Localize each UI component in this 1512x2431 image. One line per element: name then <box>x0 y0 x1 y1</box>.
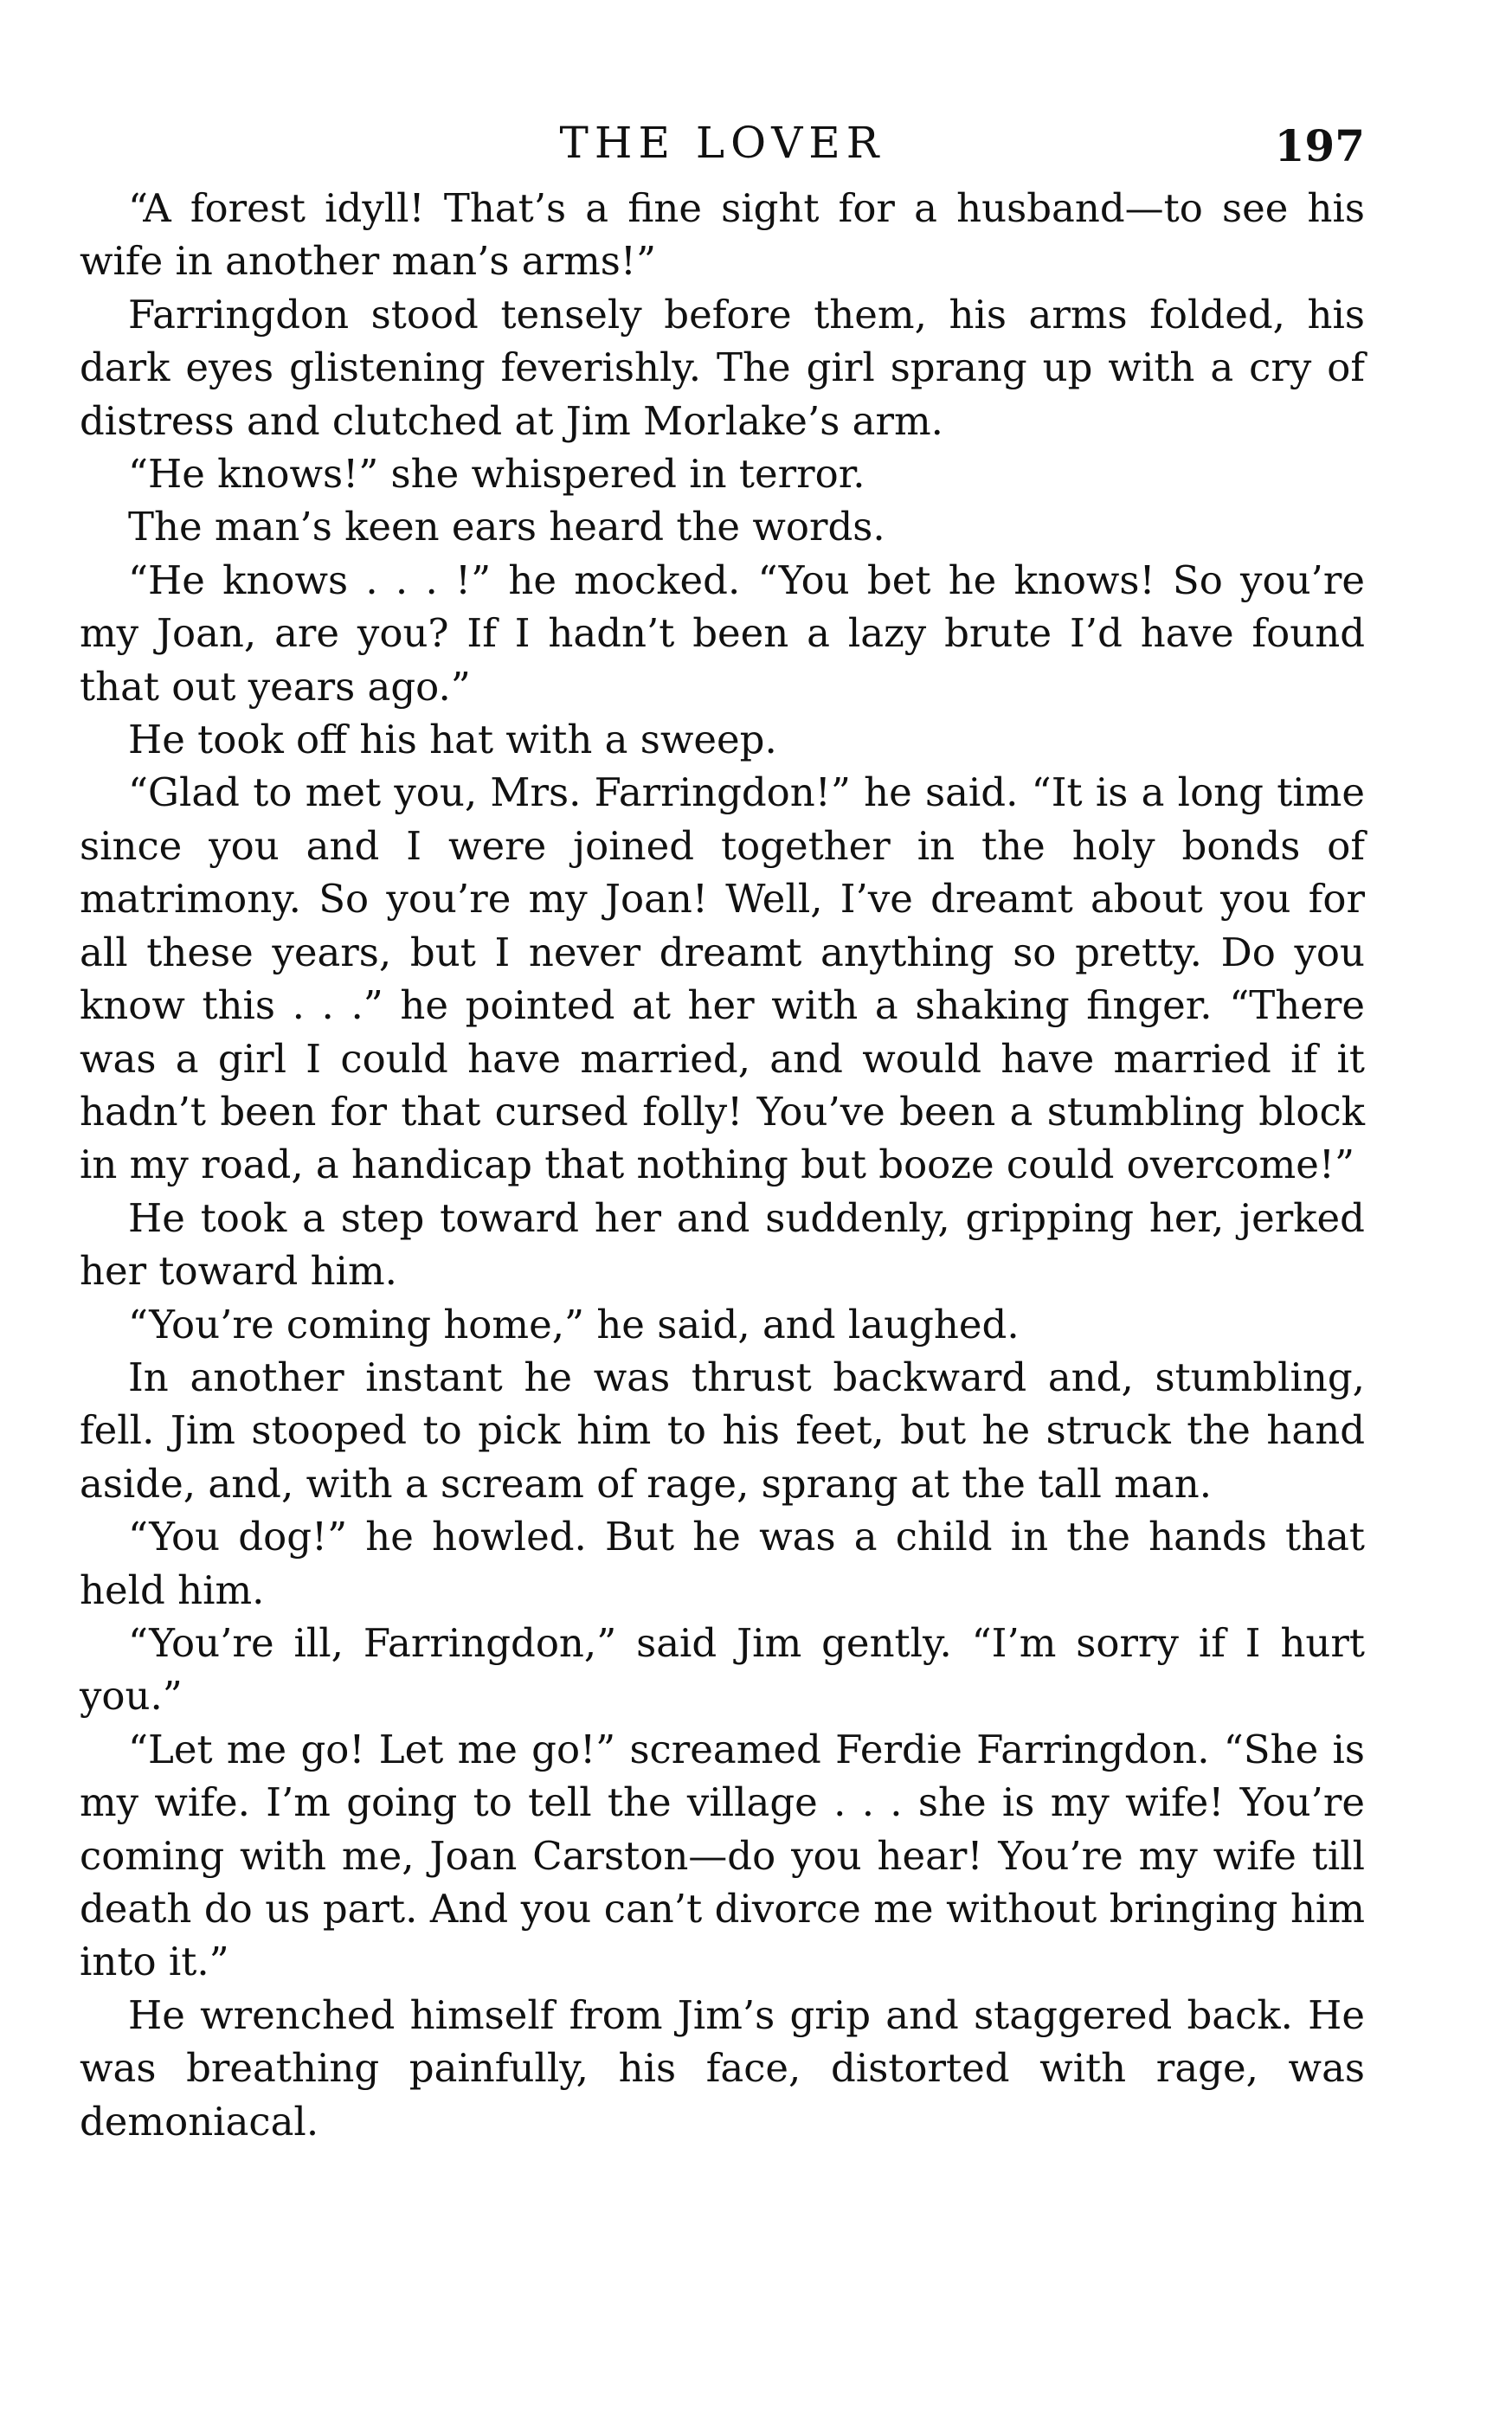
paragraph: He wrenched himself from Jim’s grip and staggered back. He was breathing painfully, his face, distorted with rage, was demoniacal. <box>80 1991 1365 2145</box>
paragraph: Farringdon stood tensely before them, his arms folded, his dark eyes glistening feverishly. The girl sprang up with a cry of distress and clutched at Jim Morlake’s arm. <box>80 291 1365 444</box>
paragraph: He took off his hat with a sweep. <box>128 717 777 763</box>
paragraph: “You dog!” he howled. But he was a child in the hands that held him. <box>80 1514 1365 1613</box>
paragraph: The man’s keen ears heard the words. <box>128 504 885 550</box>
body-text <box>80 182 1365 2148</box>
paragraph: “A forest idyll! That’s a fine sight for a husband—to see his wife in another man’s arms!” <box>80 185 1365 285</box>
paragraph: “Let me go! Let me go!” screamed Ferdie Farringdon. “She is my wife. I’m going to tell the village . . . she is my wife! You’re coming with me, Joan Carston—do you hear! You’re my wife till death do us part. And you can’t divorce me without bringing him into it.” <box>80 1726 1365 1985</box>
paragraph: He took a step toward her and suddenly, gripping her, jerked her toward him. <box>80 1194 1365 1295</box>
running-header <box>80 113 1365 182</box>
paragraph: “He knows!” she whispered in terror. <box>128 451 865 498</box>
page-number: 197 <box>1274 120 1365 171</box>
paragraph: “Glad to met you, Mrs. Farringdon!” he said. “It is a long time since you and I were joined together in the holy bonds of matrimony. So you’re my Joan! Well, I’ve dreamt about you for all these years, but I never dreamt anything so pretty. Do you know this . . .” he pointed at her with a shaking finger. “There was a girl I could have married, and would have married if it hadn’t been for that cursed folly! You’ve been a stumbling block in my road, a handicap that nothing but booze could overcome!” <box>80 769 1365 1188</box>
paragraph: “You’re ill, Farringdon,” said Jim gently. “I’m sorry if I hurt you.” <box>80 1619 1365 1720</box>
running-title: THE LOVER <box>559 118 885 168</box>
paragraph: “You’re coming home,” he said, and laughed. <box>128 1301 1020 1347</box>
book-page <box>80 113 1365 2148</box>
paragraph: “He knows . . . !” he mocked. “You bet he knows! So you’re my Joan, are you? If I hadn’t been a lazy brute I’d have found that out years ago.” <box>80 556 1365 710</box>
paragraph: In another instant he was thrust backward and, stumbling, fell. Jim stooped to pick him to his feet, but he struck the hand aside, and, with a scream of rage, sprang at the tall man. <box>80 1354 1365 1507</box>
